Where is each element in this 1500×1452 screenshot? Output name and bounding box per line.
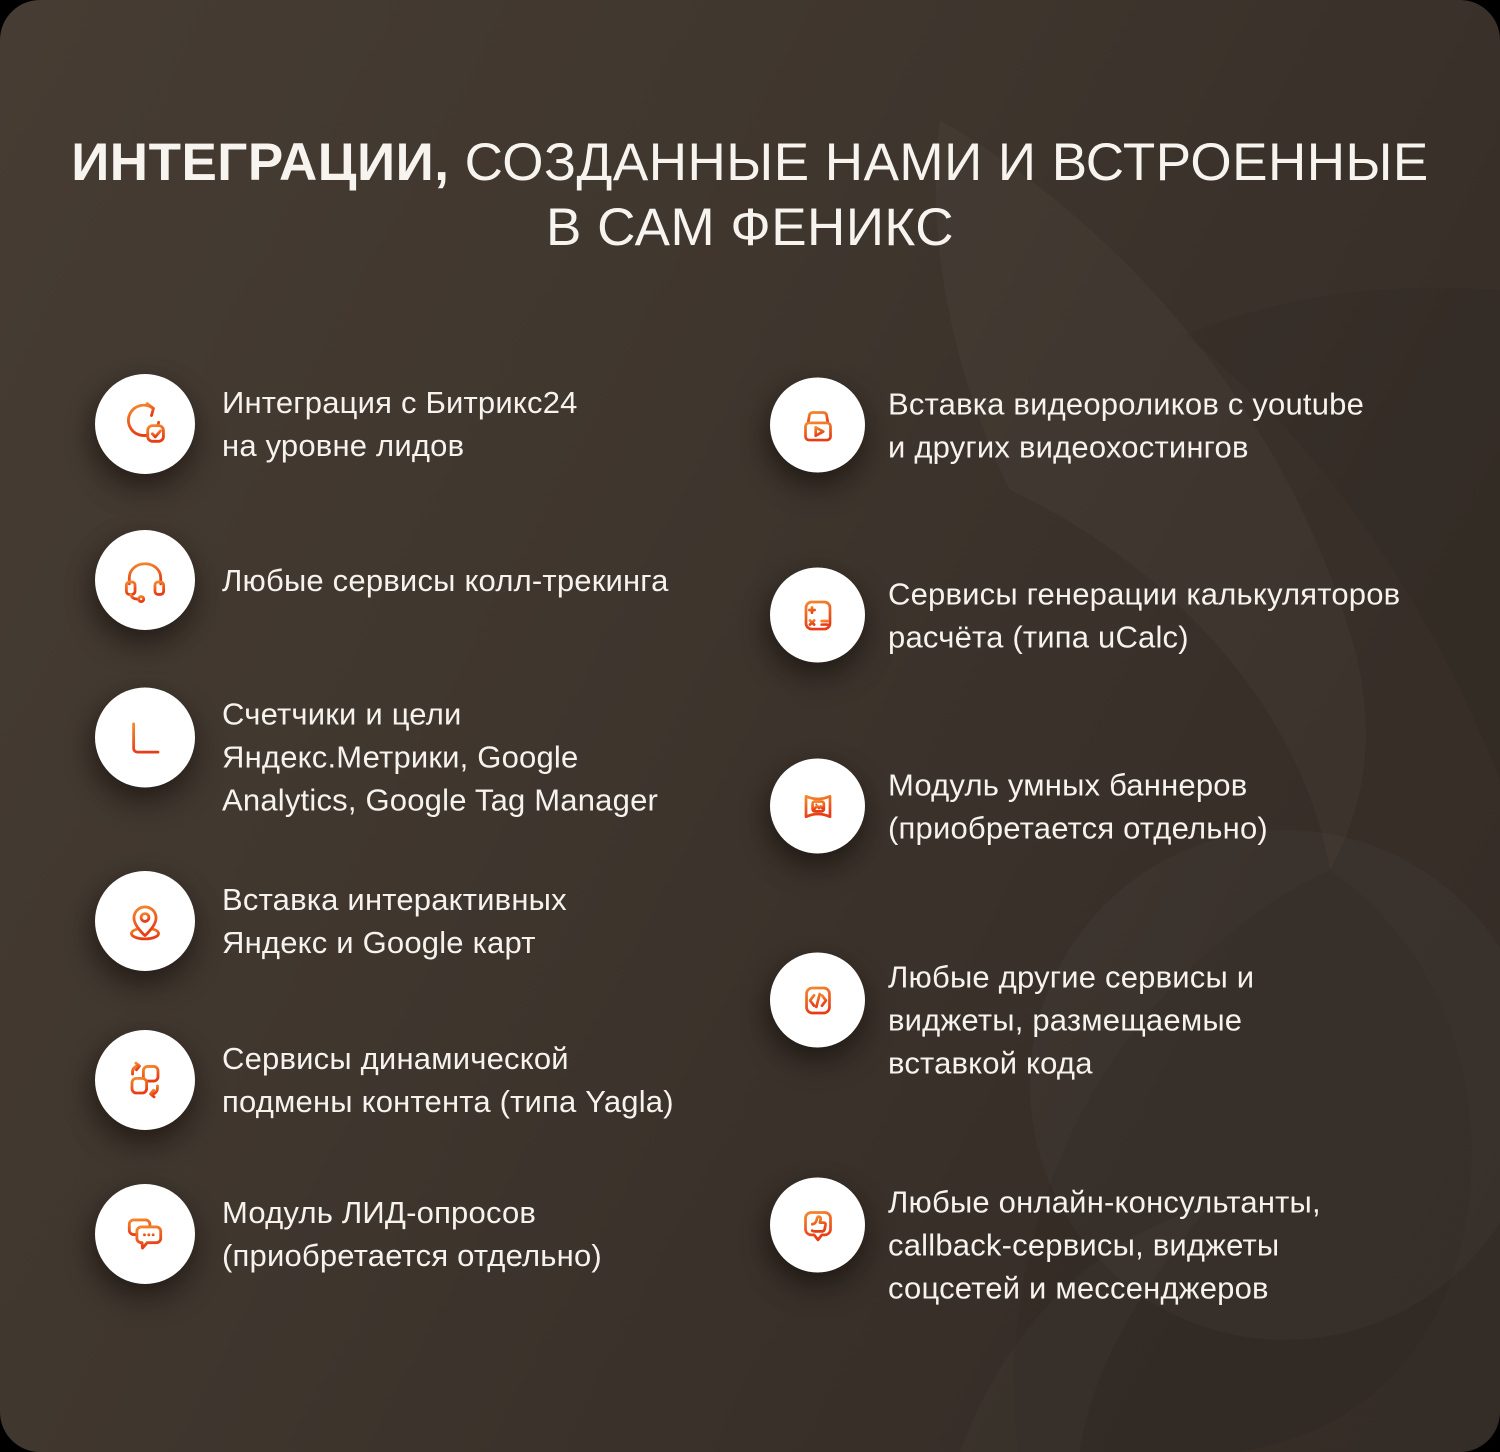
feature-line: Сервисы генерации калькуляторов: [888, 576, 1401, 611]
feature-text: [222, 693, 658, 822]
feature-item-bitrix24: [95, 374, 578, 474]
feature-line: расчёта (типа uCalc): [888, 619, 1189, 654]
feature-item-code-widgets: [770, 956, 1254, 1085]
feature-line: Analytics, Google Tag Manager: [222, 782, 659, 818]
feature-text: [222, 381, 578, 467]
feature-text: [888, 382, 1364, 468]
feature-line: подмены контента (типа Yagla): [222, 1084, 674, 1119]
title-line-1: ИНТЕГРАЦИИ, СОЗДАННЫЕ НАМИ И ВСТРОЕННЫЕ: [71, 133, 1429, 192]
feature-line: Яндекс и Google карт: [222, 925, 536, 960]
feature-line: (приобретается отдельно): [222, 1238, 602, 1273]
feature-line: Любые сервисы колл-трекинга: [222, 562, 669, 598]
feature-item-content-swap: [95, 1030, 674, 1130]
feature-line: соцсетей и мессенджеров: [888, 1270, 1269, 1306]
icon-badge: [770, 953, 865, 1048]
icon-badge: [770, 568, 865, 663]
feature-line: Вставка интерактивных: [222, 882, 567, 917]
feature-line: вставкой кода: [888, 1045, 1093, 1081]
headset-icon: [119, 554, 171, 606]
feature-text: [222, 1037, 674, 1123]
refresh-check-icon: [119, 398, 171, 450]
feature-item-smart-banners: [770, 759, 1268, 854]
feature-text: [222, 1191, 602, 1277]
feature-line: callback-сервисы, виджеты: [888, 1227, 1280, 1263]
feature-line: Любые другие сервисы и: [888, 959, 1255, 995]
feature-line: и других видеохостингов: [888, 429, 1249, 464]
icon-badge: [95, 687, 195, 787]
feature-line: Счетчики и цели: [222, 696, 462, 732]
feature-item-counters-goals: [95, 693, 658, 822]
swap-content-icon: [119, 1054, 171, 1106]
feature-item-calculators: [770, 568, 1400, 663]
feature-line: Сервисы динамической: [222, 1041, 569, 1076]
title-emphasis: ИНТЕГРАЦИИ,: [71, 133, 450, 192]
icon-badge: [95, 1030, 195, 1130]
feature-line: Модуль ЛИД-опросов: [222, 1195, 537, 1230]
feature-text: [222, 559, 669, 602]
calculator-icon: [793, 590, 843, 640]
feature-text: [888, 763, 1268, 849]
feature-line: Яндекс.Метрики, Google: [222, 739, 579, 775]
title-line-2: В САМ ФЕНИКС: [546, 198, 954, 257]
code-embed-icon: [793, 975, 843, 1025]
feature-line: виджеты, размещаемые: [888, 1002, 1243, 1038]
feature-line: (приобретается отдельно): [888, 810, 1268, 845]
icon-badge: [770, 378, 865, 473]
feature-item-video-embed: [770, 378, 1364, 473]
chat-bubbles-icon: [119, 1208, 171, 1260]
icon-badge: [770, 1178, 865, 1273]
icon-badge: [95, 374, 195, 474]
map-pin-icon: [119, 895, 171, 947]
icon-badge: [95, 1184, 195, 1284]
bar-chart-icon: [119, 711, 171, 763]
smart-banner-icon: [793, 781, 843, 831]
feature-line: Интеграция с Битрикс24: [222, 385, 578, 420]
icon-badge: [95, 530, 195, 630]
feature-item-call-tracking: [95, 530, 669, 630]
feature-text: [888, 572, 1400, 658]
icon-badge: [95, 871, 195, 971]
feature-line: Модуль умных баннеров: [888, 767, 1248, 802]
feature-text: [888, 956, 1254, 1085]
feature-line: Любые онлайн-консультанты,: [888, 1184, 1321, 1220]
video-box-icon: [793, 400, 843, 450]
feature-item-maps: [95, 871, 567, 971]
icon-badge: [770, 759, 865, 854]
feature-text: [888, 1181, 1321, 1310]
feature-line: Вставка видеороликов с youtube: [888, 386, 1365, 421]
feature-item-lead-polls: [95, 1184, 602, 1284]
feature-text: [222, 878, 567, 964]
feature-line: на уровне лидов: [222, 428, 465, 463]
feature-item-consultants: [770, 1181, 1321, 1310]
page-title: [0, 130, 1500, 260]
like-bubble-icon: [793, 1200, 843, 1250]
